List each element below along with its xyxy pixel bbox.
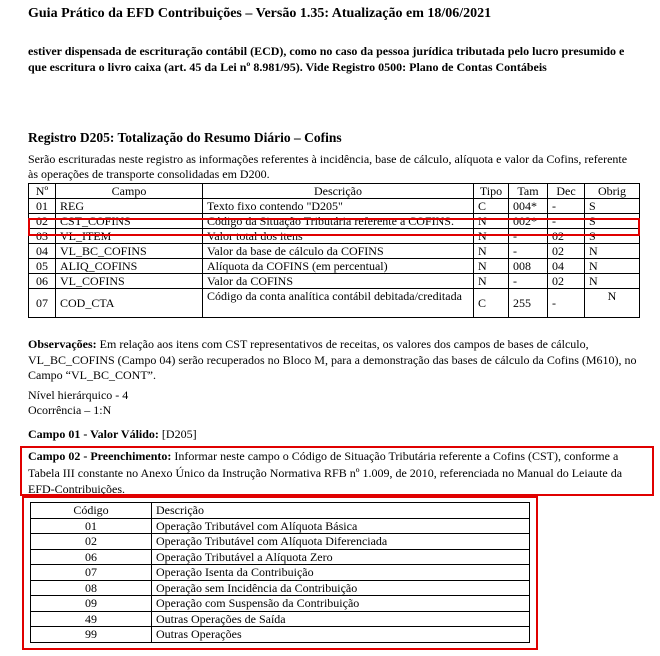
cell-descricao: Código da conta analítica contábil debitada/creditada bbox=[203, 289, 474, 318]
col-header-tam: Tam bbox=[509, 184, 548, 199]
cst-code: 02 bbox=[31, 534, 152, 550]
cell-obrig: S bbox=[585, 199, 640, 214]
cell-tam: - bbox=[509, 229, 548, 244]
cst-description: Operação sem Incidência da Contribuição bbox=[152, 580, 530, 596]
cell-obrig: S bbox=[585, 229, 640, 244]
cst-description: Outras Operações bbox=[152, 627, 530, 643]
cst-header-descricao: Descrição bbox=[152, 503, 530, 519]
observations-text: Em relação aos itens com CST representativos de receitas, os valores dos campos de bases de cálculo, VL_BC_COFINS (Campo 04) serão recuperados no Bloco M, para a demonstração das bases de cálculo da Cofins (M610), no Campo “VL_BC_CONT”. bbox=[28, 337, 637, 382]
table-row bbox=[29, 244, 640, 259]
cst-table-highlight-box bbox=[22, 496, 538, 650]
cell-tipo: C bbox=[474, 199, 509, 214]
table-row bbox=[29, 199, 640, 214]
cell-dec: - bbox=[548, 214, 585, 229]
cst-description: Operação Isenta da Contribuição bbox=[152, 565, 530, 581]
cell-dec: 02 bbox=[548, 244, 585, 259]
campo01-value: [D205] bbox=[158, 427, 197, 441]
cell-obrig: S bbox=[585, 214, 640, 229]
cell-campo: COD_CTA bbox=[56, 289, 203, 318]
cell-dec: - bbox=[548, 199, 585, 214]
cell-descricao: Valor da COFINS bbox=[203, 274, 474, 289]
cell-campo: VL_ITEM bbox=[56, 229, 203, 244]
hierarchy-level: Nível hierárquico - 4 bbox=[28, 388, 129, 402]
cell-campo: VL_COFINS bbox=[56, 274, 203, 289]
cell-descricao: Valor total dos itens bbox=[203, 229, 474, 244]
field-table-header bbox=[29, 184, 640, 199]
col-header-dec: Dec bbox=[548, 184, 585, 199]
cell-dec: 04 bbox=[548, 259, 585, 274]
cell-obrig: N bbox=[585, 274, 640, 289]
cell-obrig: N bbox=[585, 289, 640, 318]
col-header-campo: Campo bbox=[56, 184, 203, 199]
campo02-label: Campo 02 - Preenchimento: bbox=[28, 449, 172, 463]
cell-campo: VL_BC_COFINS bbox=[56, 244, 203, 259]
cell-num: 03 bbox=[29, 229, 56, 244]
cell-num: 02 bbox=[29, 214, 56, 229]
cell-tam: 002* bbox=[509, 214, 548, 229]
cell-tipo: N bbox=[474, 214, 509, 229]
cst-description: Operação Tributável com Alíquota Diferenciada bbox=[152, 534, 530, 550]
cell-tam: 004* bbox=[509, 199, 548, 214]
table-row bbox=[29, 259, 640, 274]
cst-description: Operação com Suspensão da Contribuição bbox=[152, 596, 530, 612]
observations-paragraph bbox=[28, 337, 640, 384]
cell-descricao: Código da Situação Tributária referente a COFINS. bbox=[203, 214, 474, 229]
table-row bbox=[29, 274, 640, 289]
cell-tipo: N bbox=[474, 229, 509, 244]
cell-campo: CST_COFINS bbox=[56, 214, 203, 229]
cell-num: 05 bbox=[29, 259, 56, 274]
cell-descricao: Texto fixo contendo "D205" bbox=[203, 199, 474, 214]
intro-paragraph: estiver dispensada de escrituração contábil (ECD), como no caso da pessoa jurídica tributada pelo lucro presumido e que escritura o livro caixa (art. 45 da Lei nº 8.981/95). Vide Registro 0500: Plano de Contas Contábeis bbox=[28, 44, 625, 74]
cell-dec: - bbox=[548, 289, 585, 318]
section-title: Registro D205: Totalização do Resumo Diário – Cofins bbox=[28, 130, 342, 145]
cell-tipo: N bbox=[474, 274, 509, 289]
field-table bbox=[28, 183, 640, 318]
col-header-tipo: Tipo bbox=[474, 184, 509, 199]
campo02-highlight-box bbox=[20, 446, 654, 496]
col-header-descricao: Descrição bbox=[203, 184, 474, 199]
cell-campo: REG bbox=[56, 199, 203, 214]
cell-descricao: Alíquota da COFINS (em percentual) bbox=[203, 259, 474, 274]
campo01-paragraph bbox=[28, 427, 197, 442]
cell-tipo: C bbox=[474, 289, 509, 318]
cell-obrig: N bbox=[585, 259, 640, 274]
cell-tam: 255 bbox=[509, 289, 548, 318]
cell-dec: 02 bbox=[548, 274, 585, 289]
cst-code: 07 bbox=[31, 565, 152, 581]
cell-num: 07 bbox=[29, 289, 56, 318]
cst-code: 99 bbox=[31, 627, 152, 643]
campo01-label: Campo 01 - Valor Válido: bbox=[28, 427, 159, 441]
hierarchy-occurrence: Ocorrência – 1:N bbox=[28, 403, 112, 417]
cst-header-codigo: Código bbox=[31, 503, 152, 519]
cst-code: 06 bbox=[31, 549, 152, 565]
cst-code: 49 bbox=[31, 611, 152, 627]
cell-descricao: Valor da base de cálculo da COFINS bbox=[203, 244, 474, 259]
observations-label: Observações: bbox=[28, 337, 97, 351]
table-row bbox=[29, 289, 640, 318]
cell-tipo: N bbox=[474, 259, 509, 274]
cell-tipo: N bbox=[474, 244, 509, 259]
row-highlight-box bbox=[28, 218, 640, 236]
campo02-text: Informar neste campo o Código de Situação Tributária referente a Cofins (CST), conforme a Tabela III constante no Anexo Único da Instrução Normativa RFB nº 1.009, de 2010, referenciada no Manual do Leiaute da EFD-Contribuições. bbox=[28, 449, 623, 496]
section-description: Serão escrituradas neste registro as informações referentes à incidência, base de cálculo, alíquota e valor da Cofins, referente às operações de transporte consolidadas em D200. bbox=[28, 152, 628, 181]
cell-campo: ALIQ_COFINS bbox=[56, 259, 203, 274]
cst-description: Operação Tributável com Alíquota Básica bbox=[152, 518, 530, 534]
cst-code: 01 bbox=[31, 518, 152, 534]
hierarchy-info bbox=[28, 388, 128, 418]
cell-dec: 02 bbox=[548, 229, 585, 244]
cell-tam: 008 bbox=[509, 259, 548, 274]
cst-description: Operação Tributável a Alíquota Zero bbox=[152, 549, 530, 565]
col-header-obrig: Obrig bbox=[585, 184, 640, 199]
cst-description: Outras Operações de Saída bbox=[152, 611, 530, 627]
cst-code: 08 bbox=[31, 580, 152, 596]
document-header: Guia Prático da EFD Contribuições – Versão 1.35: Atualização em 18/06/2021 bbox=[28, 6, 492, 21]
cell-num: 01 bbox=[29, 199, 56, 214]
col-header-num: Nº bbox=[29, 184, 56, 199]
cell-tam: - bbox=[509, 274, 548, 289]
cell-num: 04 bbox=[29, 244, 56, 259]
cell-obrig: N bbox=[585, 244, 640, 259]
cell-num: 06 bbox=[29, 274, 56, 289]
cell-tam: - bbox=[509, 244, 548, 259]
cst-code: 09 bbox=[31, 596, 152, 612]
